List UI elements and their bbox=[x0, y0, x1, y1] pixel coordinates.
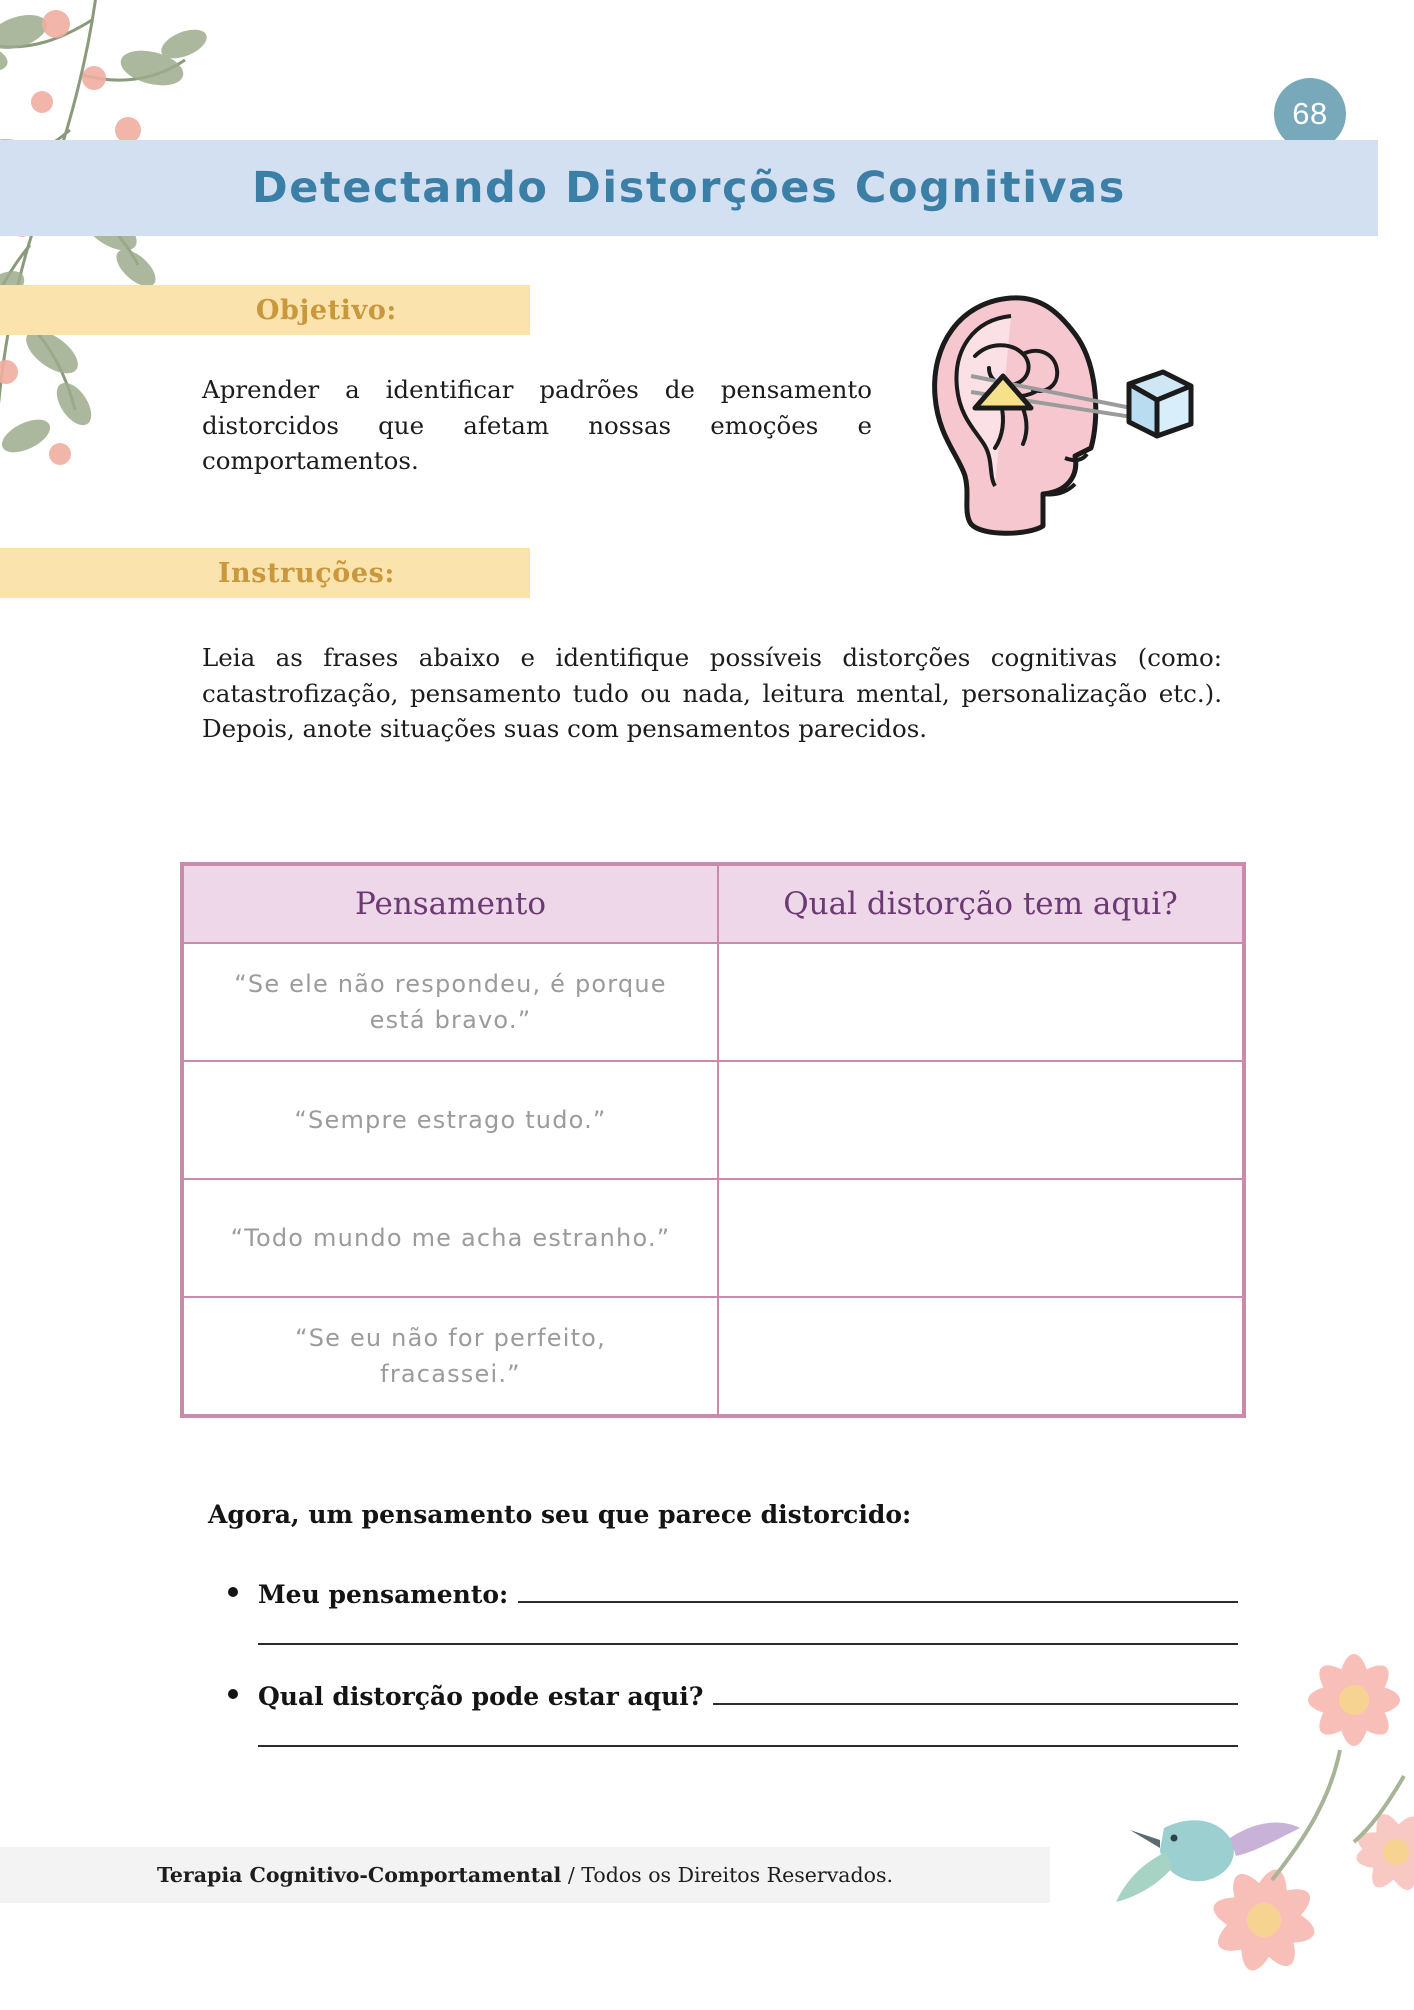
objetivo-text: Aprender a identificar padrões de pensamento distorcidos que afetam nossas emoções e comportamentos. bbox=[202, 375, 872, 476]
table-header-row bbox=[183, 865, 1243, 943]
answer-cell[interactable] bbox=[718, 1061, 1243, 1179]
prompt-item-1-input[interactable] bbox=[518, 1581, 1238, 1603]
answer-cell[interactable] bbox=[718, 1179, 1243, 1297]
thought-cell: “Se ele não respondeu, é porque está bravo.” bbox=[183, 943, 718, 1061]
footer-bar bbox=[0, 1847, 1050, 1903]
distortions-table bbox=[180, 862, 1246, 1418]
objetivo-label-band bbox=[0, 285, 530, 335]
objetivo-label: Objetivo: bbox=[255, 294, 397, 326]
prompt-item-1-input-line2[interactable] bbox=[258, 1623, 1238, 1645]
floral-hummingbird-decoration bbox=[1104, 1590, 1414, 2010]
instrucoes-text: Leia as frases abaixo e identifique possíveis distorções cognitivas (como: catastrofização, pensamento tudo ou nada, leitura mental, personalização etc.). Depois, anote situações suas com pensamentos parecidos. bbox=[202, 643, 1222, 744]
prompt-item-2 bbox=[228, 1682, 1238, 1747]
instrucoes-label-band bbox=[0, 548, 530, 598]
thought-cell: “Se eu não for perfeito, fracassei.” bbox=[183, 1297, 718, 1415]
thought-cell: “Sempre estrago tudo.” bbox=[183, 1061, 718, 1179]
bullet-dot-icon bbox=[228, 1587, 238, 1597]
prompt-item-1-label: Meu pensamento: bbox=[258, 1580, 509, 1609]
prompt-item-2-input-line2[interactable] bbox=[258, 1725, 1238, 1747]
footer-rights: / Todos os Direitos Reservados. bbox=[561, 1863, 894, 1887]
prompt-item-2-input[interactable] bbox=[713, 1683, 1238, 1705]
head-brain-illustration bbox=[915, 280, 1205, 540]
footer-brand: Terapia Cognitivo-Comportamental bbox=[156, 1863, 562, 1887]
table-header-pensamento: Pensamento bbox=[183, 865, 718, 943]
table-row bbox=[183, 1179, 1243, 1297]
table-row bbox=[183, 943, 1243, 1061]
thought-cell: “Todo mundo me acha estranho.” bbox=[183, 1179, 718, 1297]
table-header-distorcao: Qual distorção tem aqui? bbox=[718, 865, 1243, 943]
prompt-item-2-label: Qual distorção pode estar aqui? bbox=[258, 1682, 704, 1711]
page-title: Detectando Distorções Cognitivas bbox=[252, 163, 1126, 213]
hummingbird-icon bbox=[1116, 1820, 1300, 1902]
footer-text bbox=[157, 1863, 893, 1887]
answer-cell[interactable] bbox=[718, 1297, 1243, 1415]
bullet-dot-icon bbox=[228, 1689, 238, 1699]
personal-prompt-intro: Agora, um pensamento seu que parece distorcido: bbox=[208, 1500, 912, 1529]
title-banner bbox=[0, 140, 1378, 236]
instrucoes-label: Instruções: bbox=[217, 557, 395, 589]
prompt-item-1 bbox=[228, 1580, 1238, 1645]
table-row bbox=[183, 1061, 1243, 1179]
page-number-badge: 68 bbox=[1274, 78, 1346, 150]
answer-cell[interactable] bbox=[718, 943, 1243, 1061]
table-row bbox=[183, 1297, 1243, 1415]
